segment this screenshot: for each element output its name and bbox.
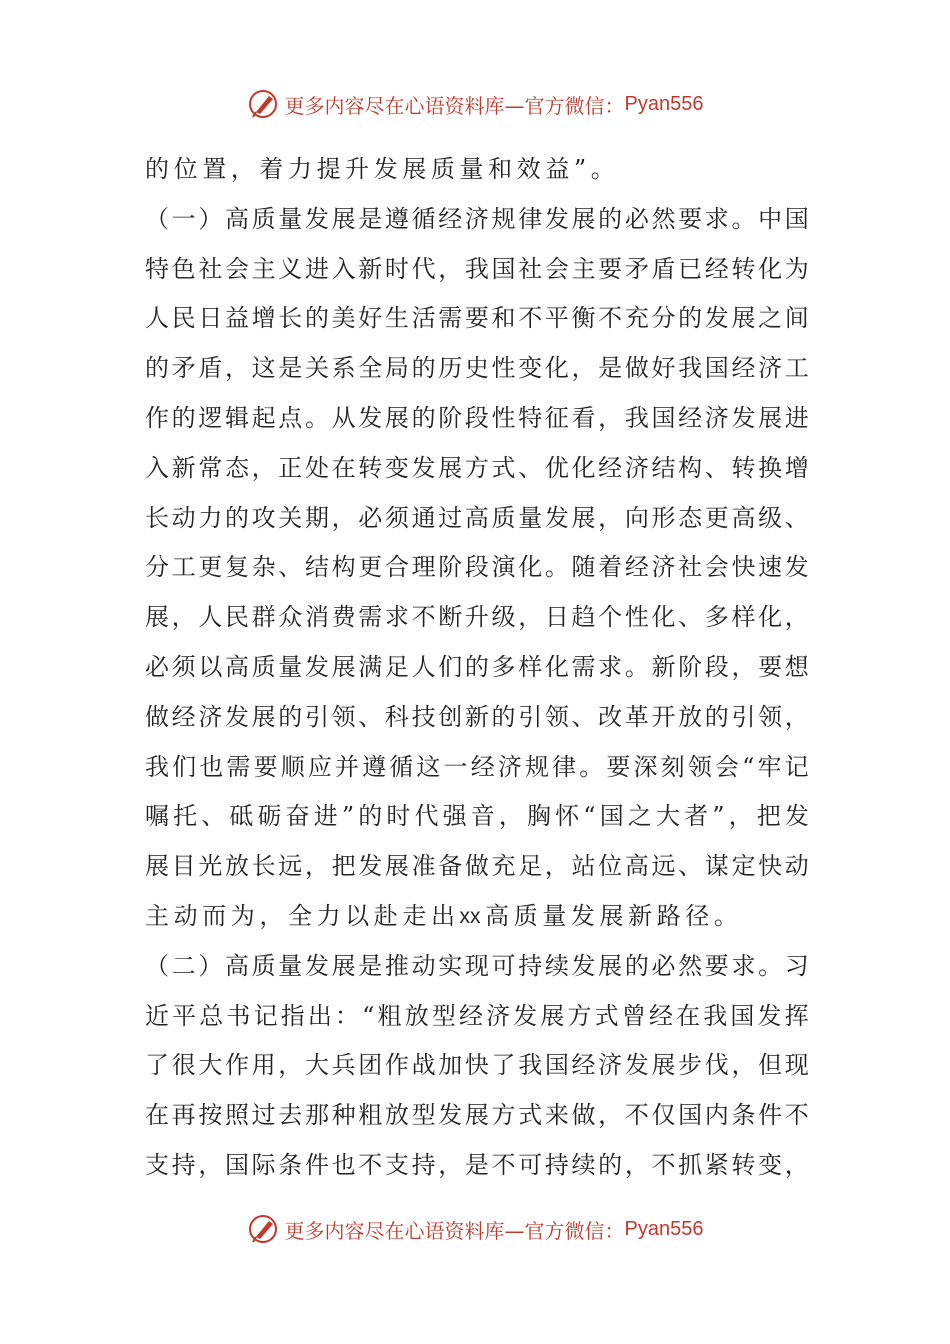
paragraph-line: 在 再 按 照 过 去 那 种 粗 放 型 发 展 方 式 来 做 ， 不 仅 国 内 条 件 不: [145, 1101, 809, 1130]
paragraph-line: 必 须 以 高 质 量 发 展 满 足 人 们 的 多 样 化 需 求 。 新 阶 段 ， 要 想: [145, 652, 809, 681]
paragraph-line: 展 目 光 放 长 远 ， 把 发 展 准 备 做 充 足 ， 站 位 高 远 、 谋 定 快 动: [145, 852, 809, 881]
paragraph-line: 特 色 社 会 主 义 进 入 新 时 代 ， 我 国 社 会 主 要 矛 盾 已 经 转 化 为: [145, 254, 809, 283]
document-body: [145, 145, 809, 1191]
paragraph-line: 了 很 大 作 用 ， 大 兵 团 作 战 加 快 了 我 国 经 济 发 展 步 伐 ， 但 现: [145, 1051, 809, 1080]
paragraph-line: 长 动 力 的 攻 关 期 ， 必 须 通 过 高 质 量 发 展 ， 向 形 态 更 高 级 、: [145, 503, 809, 532]
paragraph-line: 支 持 ， 国 际 条 件 也 不 支 持 ， 是 不 可 持 续 的 ， 不 抓 紧 转 变 ，: [145, 1150, 809, 1179]
paragraph-line: 作 的 逻 辑 起 点 。 从 发 展 的 阶 段 性 特 征 看 ， 我 国 经 济 发 展 进: [145, 403, 809, 432]
paragraph-line: （ 一 ） 高 质 量 发 展 是 遵 循 经 济 规 律 发 展 的 必 然 要 求 。 中 国: [145, 204, 809, 233]
paragraph-line: 的 矛 盾 ， 这 是 关 系 全 局 的 历 史 性 变 化 ， 是 做 好 我 国 经 济 工: [145, 354, 809, 383]
paragraph-line: 分 工 更 复 杂 、 结 构 更 合 理 阶 段 演 化 。 随 着 经 济 社 会 快 速 发: [145, 553, 809, 582]
watermark-banner-top: [0, 84, 950, 124]
paragraph-line: 我 们 也 需 要 顺 应 并 遵 循 这 一 经 济 规 律 。 要 深 刻 领 会 “ 牢 记: [145, 752, 809, 781]
watermark-wechat-id: Pyan556: [624, 1217, 704, 1240]
quill-logo-icon: [247, 1212, 281, 1246]
watermark-text: 更多内容尽在心语资料库—官方微信：: [284, 1218, 625, 1243]
watermark-text: 更多内容尽在心语资料库—官方微信：: [284, 93, 625, 118]
quill-logo-icon: [247, 87, 281, 121]
watermark-wechat-id: Pyan556: [624, 92, 704, 115]
paragraph-line: 人 民 日 益 增 长 的 美 好 生 活 需 要 和 不 平 衡 不 充 分 的 发 展 之 间: [145, 304, 809, 333]
paragraph-line: 主 动 而 为 ， 全 力 以 赴 走 出 xx 高 质 量 发 展 新 路 径 。: [145, 901, 738, 930]
watermark-banner-bottom: [0, 1209, 950, 1249]
paragraph-line: 展 ， 人 民 群 众 消 费 需 求 不 断 升 级 ， 日 趋 个 性 化 、 多 样 化 ，: [145, 603, 809, 632]
paragraph-line: 的 位 置 ， 着 力 提 升 发 展 质 量 和 效 益 ” 。: [145, 155, 615, 183]
paragraph-line: 做 经 济 发 展 的 引 领 、 科 技 创 新 的 引 领 、 改 革 开 放 的 引 领 ，: [145, 702, 809, 731]
paragraph-line: 嘱 托 、 砥 砺 奋 进 ” 的 时 代 强 音 ， 胸 怀 “ 国 之 大 者 ” ， 把 发: [145, 802, 809, 831]
paragraph-line: （ 二 ） 高 质 量 发 展 是 推 动 实 现 可 持 续 发 展 的 必 然 要 求 。 习: [145, 951, 809, 980]
paragraph-line: 入 新 常 态 ， 正 处 在 转 变 发 展 方 式 、 优 化 经 济 结 构 、 转 换 增: [145, 453, 809, 482]
paragraph-line: 近 平 总 书 记 指 出 ： “ 粗 放 型 经 济 发 展 方 式 曾 经 在 我 国 发 挥: [145, 1001, 809, 1030]
